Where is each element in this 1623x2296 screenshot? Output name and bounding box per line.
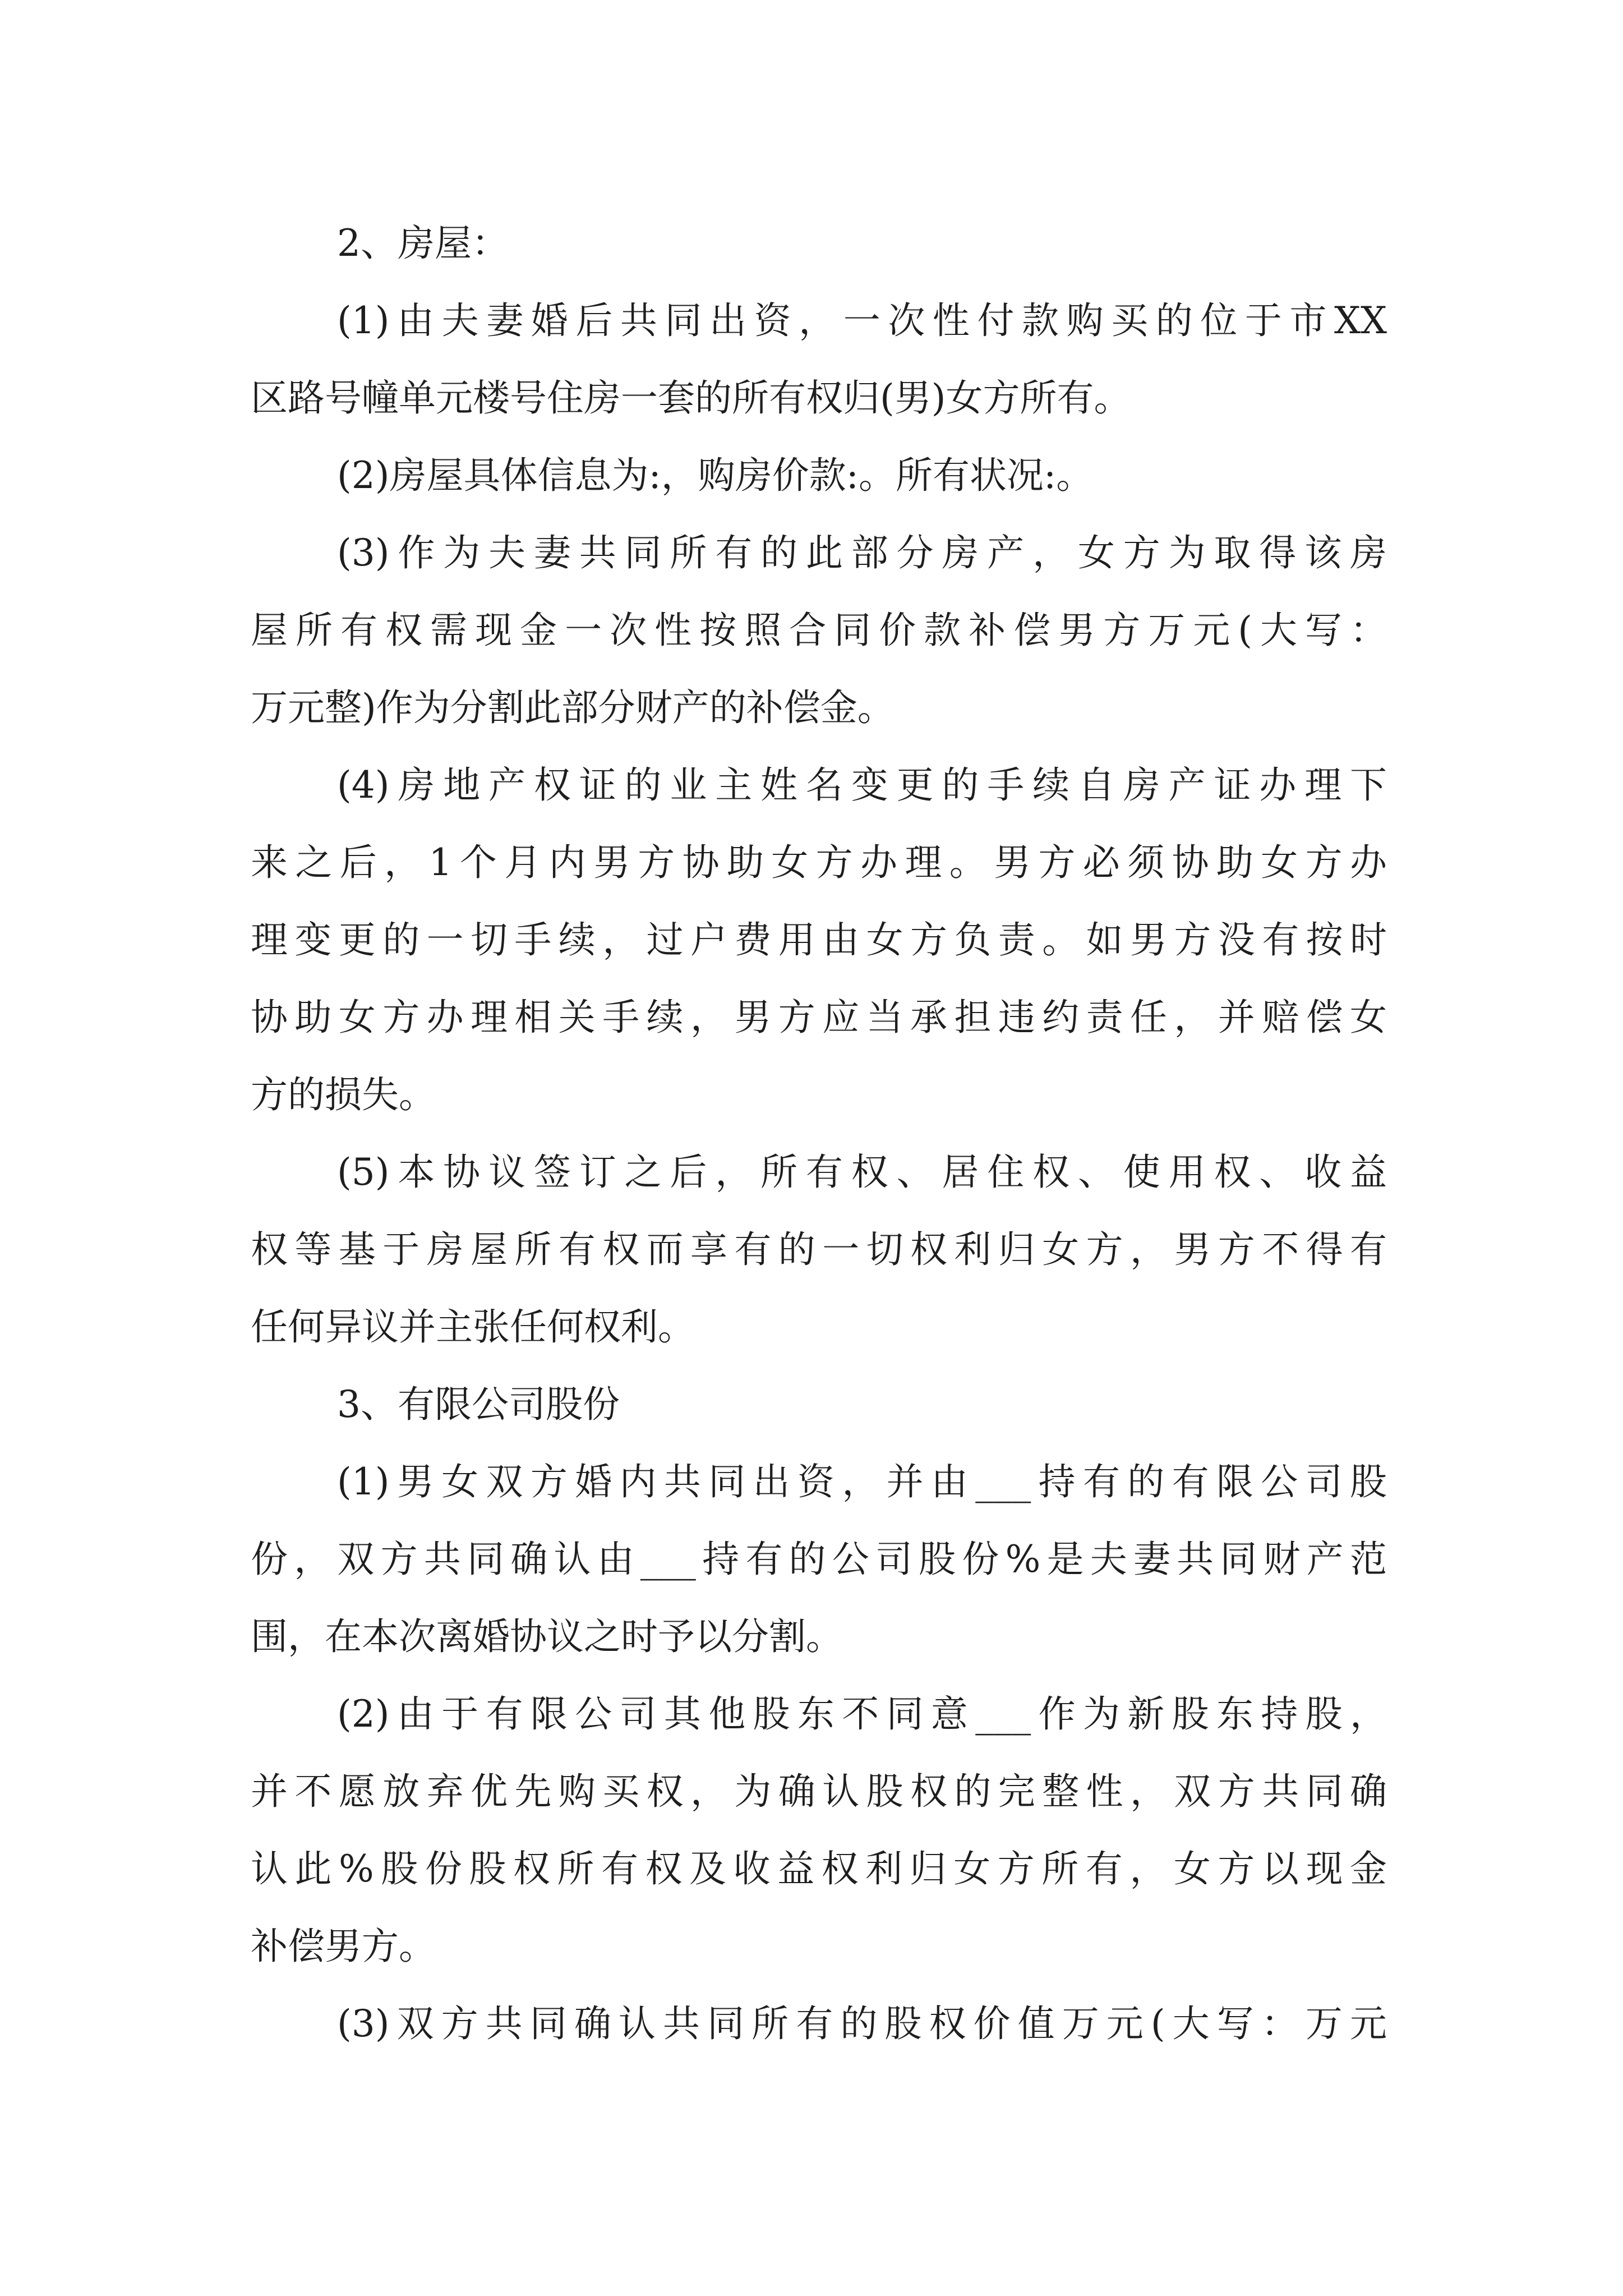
paragraph-shares-item-3 — [251, 1985, 1387, 2063]
paragraph-shares-heading — [251, 1366, 1387, 1443]
paragraph-line: 来之后，1个月内男方协助女方办理。男方必须协助女方办 — [251, 841, 1387, 884]
paragraph-line: (5)本协议签订之后，所有权、居住权、使用权、收益 — [337, 1151, 1387, 1194]
paragraph-line: 补偿男方。 — [251, 1925, 436, 1968]
paragraph-house-item-5 — [251, 1134, 1387, 1366]
paragraph-house-item-1 — [251, 282, 1387, 437]
paragraph-line: 协助女方办理相关手续，男方应当承担违约责任，并赔偿女 — [251, 996, 1387, 1039]
paragraph-line: 万元整)作为分割此部分财产的补偿金。 — [251, 686, 895, 729]
section-heading: 3、有限公司股份 — [337, 1383, 620, 1426]
paragraph-house-item-4 — [251, 747, 1387, 1134]
paragraph-line: 认此%股份股权所有权及收益权利归女方所有，女方以现金 — [251, 1847, 1387, 1890]
paragraph-shares-item-1 — [251, 1443, 1387, 1676]
paragraph-line: 并不愿放弃优先购买权，为确认股权的完整性，双方共同确 — [251, 1770, 1387, 1813]
paragraph-line: 理变更的一切手续，过户费用由女方负责。如男方没有按时 — [251, 918, 1387, 961]
paragraph-line: 份，双方共同确认由___持有的公司股份%是夫妻共同财产范 — [251, 1538, 1387, 1581]
paragraph-line: (3)双方共同确认共同所有的股权价值万元(大写：万元 — [337, 2002, 1387, 2045]
paragraph-house-item-2 — [251, 437, 1387, 514]
paragraph-line: (3)作为夫妻共同所有的此部分房产，女方为取得该房 — [337, 531, 1387, 574]
paragraph-line: (2)由于有限公司其他股东不同意___作为新股东持股， — [337, 1692, 1387, 1736]
paragraph-line: 屋所有权需现金一次性按照合同价款补偿男方万元(大写： — [251, 609, 1387, 652]
paragraph-line: 区路号幢单元楼号住房一套的所有权归(男)女方所有。 — [251, 376, 1131, 420]
paragraph-line: 围，在本次离婚协议之时予以分割。 — [251, 1615, 843, 1658]
paragraph-line: 权等基于房屋所有权而享有的一切权利归女方，男方不得有 — [251, 1228, 1387, 1271]
paragraph-line: (1)由夫妻婚后共同出资，一次性付款购买的位于市XX — [337, 299, 1387, 342]
paragraph-house-heading — [251, 205, 1387, 282]
paragraph-line: (4)房地产权证的业主姓名变更的手续自房产证办理下 — [337, 763, 1387, 807]
paragraph-shares-item-2 — [251, 1676, 1387, 1985]
document-body — [251, 205, 1387, 2063]
paragraph-line: 方的损失。 — [251, 1073, 436, 1116]
paragraph-line: (1)男女双方婚内共同出资，并由___持有的有限公司股 — [337, 1460, 1387, 1503]
section-heading: 2、房屋： — [337, 222, 509, 265]
paragraph-line: (2)房屋具体信息为:，购房价款:。所有状况:。 — [337, 454, 1094, 497]
paragraph-line: 任何异议并主张任何权利。 — [251, 1305, 695, 1349]
paragraph-house-item-3 — [251, 514, 1387, 747]
